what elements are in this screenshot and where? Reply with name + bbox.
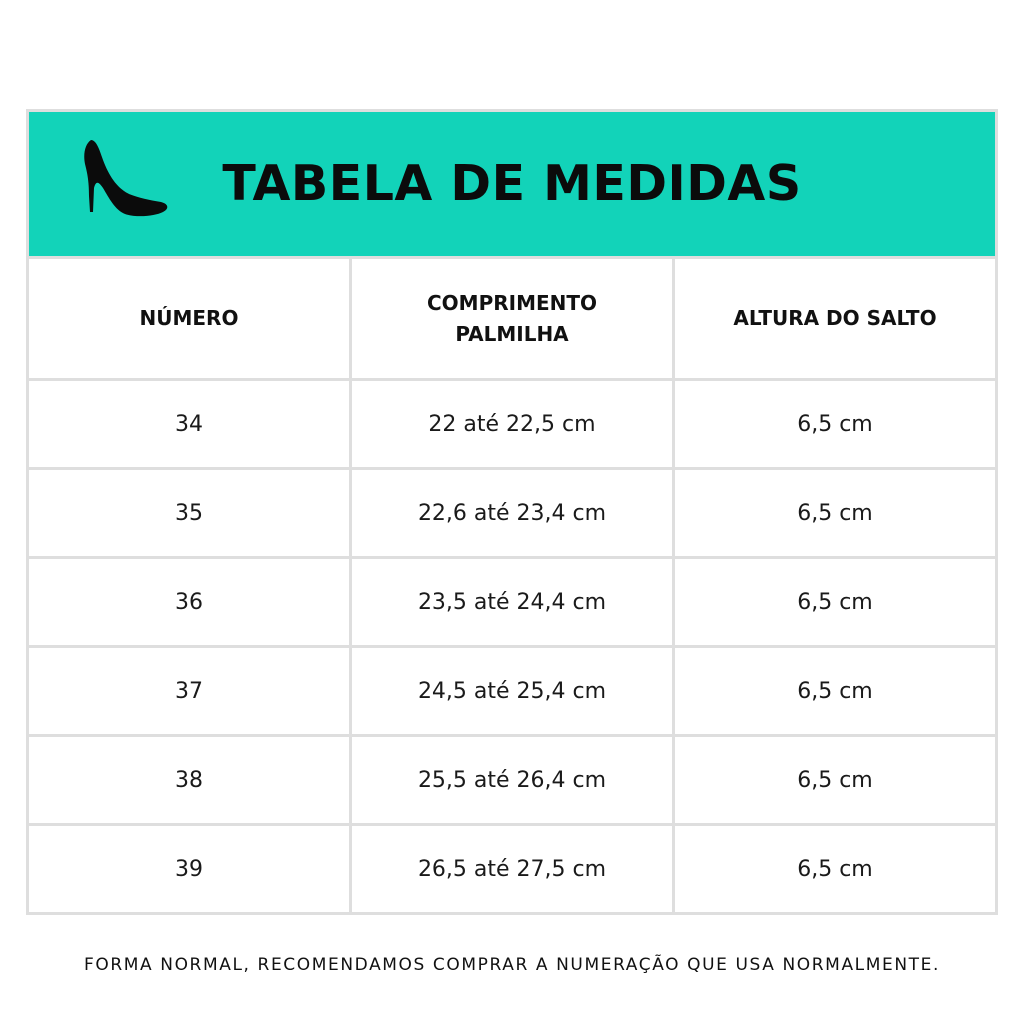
- page-title: TABELA DE MEDIDAS: [222, 155, 802, 212]
- row-34-heel-height: 6,5 cm: [675, 381, 995, 467]
- footnote: FORMA NORMAL, RECOMENDAMOS COMPRAR A NUMERAÇÃO QUE USA NORMALMENTE.: [83, 955, 940, 975]
- row-36-insole-length: 23,5 até 24,4 cm: [352, 559, 672, 645]
- row-39-heel-height: 6,5 cm: [675, 826, 995, 912]
- row-35-size: 35: [29, 470, 349, 556]
- row-38-size: 38: [29, 737, 349, 823]
- header-comprimento-palmilha: COMPRIMENTO PALMILHA: [352, 259, 672, 378]
- header-altura-salto: ALTURA DO SALTO: [675, 259, 995, 378]
- row-37-insole-length: 24,5 até 25,4 cm: [352, 648, 672, 734]
- header-numero: NÚMERO: [29, 259, 349, 378]
- row-34-insole-length: 22 até 22,5 cm: [352, 381, 672, 467]
- row-37-size: 37: [29, 648, 349, 734]
- row-36-size: 36: [29, 559, 349, 645]
- row-37-heel-height: 6,5 cm: [675, 648, 995, 734]
- row-36-heel-height: 6,5 cm: [675, 559, 995, 645]
- row-38-insole-length: 25,5 até 26,4 cm: [352, 737, 672, 823]
- size-grid: [29, 259, 995, 912]
- row-35-insole-length: 22,6 até 23,4 cm: [352, 470, 672, 556]
- row-39-insole-length: 26,5 até 27,5 cm: [352, 826, 672, 912]
- row-35-heel-height: 6,5 cm: [675, 470, 995, 556]
- row-38-heel-height: 6,5 cm: [675, 737, 995, 823]
- row-39-size: 39: [29, 826, 349, 912]
- row-34-size: 34: [29, 381, 349, 467]
- size-table: [26, 109, 998, 915]
- title-banner: [29, 112, 995, 256]
